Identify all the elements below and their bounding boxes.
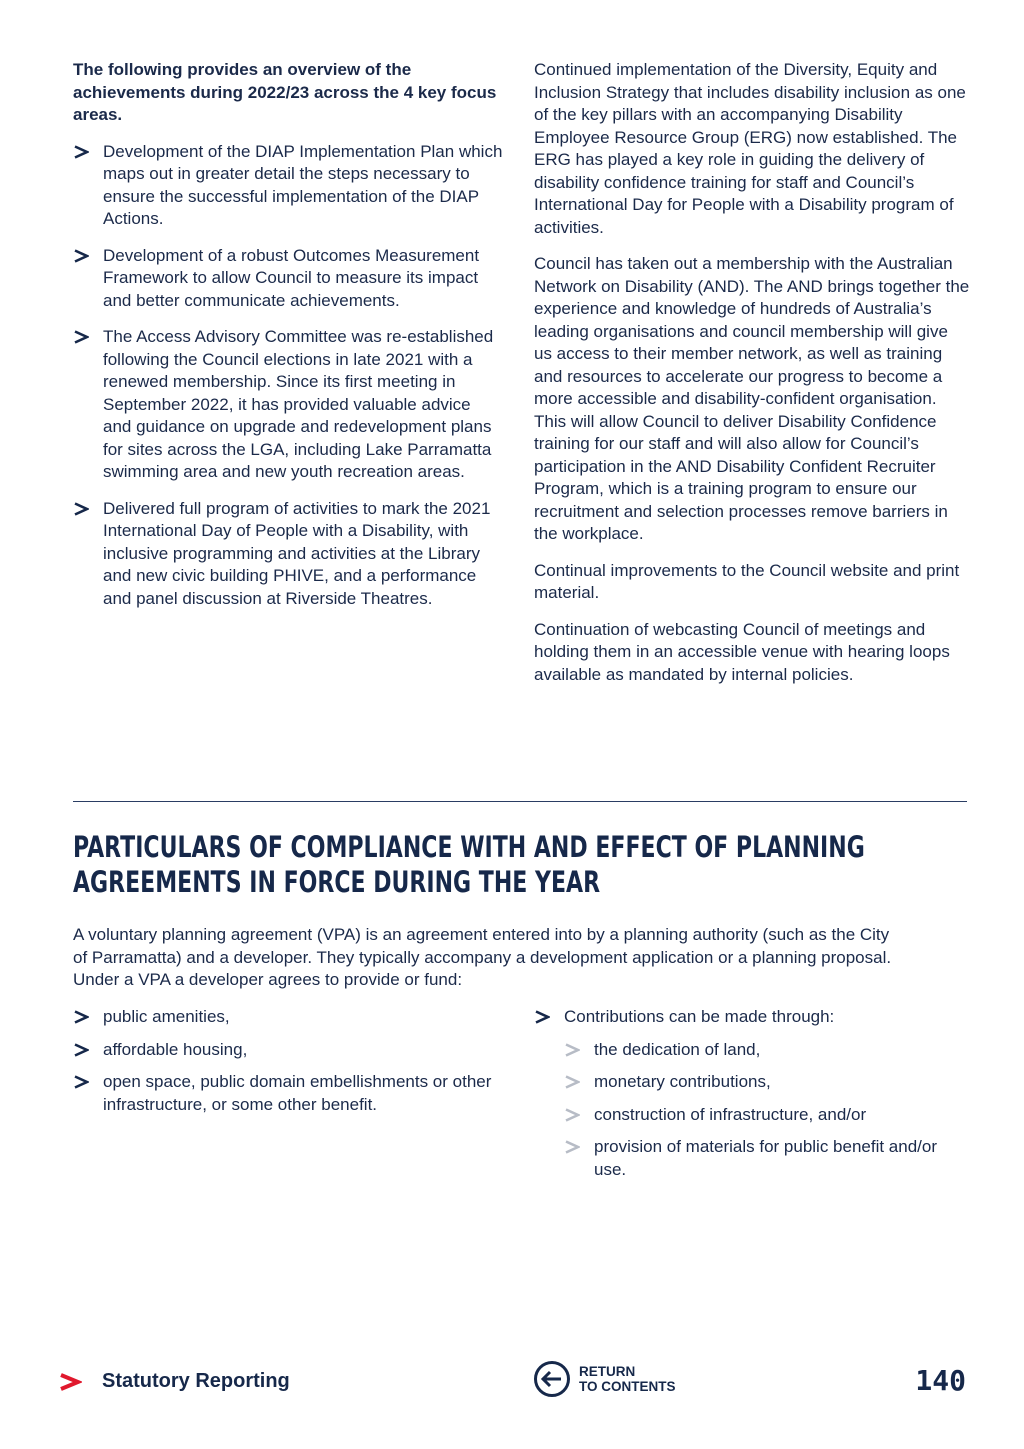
vpa-intro: A voluntary planning agreement (VPA) is an agreement entered into by a planning authority (such as the City of Parramatta) and a developer. They typically accompany a development application or a planning proposal. Under a VPA a developer agrees to provide or fund: xyxy=(73,925,892,989)
list-item-text: the dedication of land, xyxy=(594,1039,761,1059)
chevron-right-icon xyxy=(564,1108,580,1122)
return-label-line: RETURN xyxy=(579,1364,636,1379)
chevron-right-icon xyxy=(58,1373,82,1391)
chevron-right-icon xyxy=(73,502,89,516)
list-item-text: Development of a robust Outcomes Measurement Framework to allow Council to measure its impact and better communicate achievements. xyxy=(103,245,480,310)
chevron-right-icon xyxy=(564,1140,580,1154)
list-item-text: affordable housing, xyxy=(103,1039,248,1059)
chevron-right-icon xyxy=(73,1075,89,1089)
list-item xyxy=(73,1071,493,1116)
list-item-text: open space, public domain embellishments or other infrastructure, or some other benefit. xyxy=(103,1072,492,1114)
footer-section-label: Statutory Reporting xyxy=(102,1370,290,1392)
paragraph: Continued implementation of the Diversity, Equity and Inclusion Strategy that includes disability inclusion as one of the key pillars with an accompanying Disability Employee Resource Group (ERG) now established. The ERG has played a key role in guiding the delivery of disability confidence training for staff and Council’s International Day for People with a Disability program of activities. xyxy=(534,60,966,237)
paragraph: Continual improvements to the Council website and print material. xyxy=(534,560,960,602)
chevron-right-icon xyxy=(73,1043,89,1057)
sub-list-item xyxy=(564,1039,970,1062)
section-heading-line: AGREEMENTS IN FORCE DURING THE YEAR xyxy=(73,865,601,899)
chevron-right-icon xyxy=(73,145,89,159)
chevron-right-icon xyxy=(534,1010,550,1024)
return-label-line: TO CONTENTS xyxy=(579,1379,676,1394)
vpa-benefits-list xyxy=(73,1006,493,1126)
initiatives-column xyxy=(534,59,970,700)
list-item-text: Delivered full program of activities to mark the 2021 International Day of People with a Disability, with inclusive programming and activities at the Library and new civic building PHIVE, and a performance and panel discussion at Riverside Theatres. xyxy=(103,498,491,608)
chevron-right-icon xyxy=(73,1010,89,1024)
sub-list-item xyxy=(564,1104,970,1127)
sub-list-item xyxy=(564,1071,970,1094)
sub-list-item xyxy=(564,1136,970,1181)
chevron-right-icon xyxy=(564,1075,580,1089)
section-heading-line: PARTICULARS OF COMPLIANCE WITH AND EFFECT OF PLANNING xyxy=(73,830,865,864)
list-item xyxy=(73,245,503,313)
contributions-list xyxy=(534,1006,970,1191)
footer-section-link[interactable] xyxy=(58,1370,290,1393)
section-divider xyxy=(73,801,967,802)
return-label xyxy=(579,1364,676,1394)
page-number: 140 xyxy=(915,1364,966,1397)
list-item-text: provision of materials for public benefit and/or use. xyxy=(594,1137,938,1179)
list-item-text: public amenities, xyxy=(103,1007,230,1026)
chevron-right-icon xyxy=(73,249,89,263)
arrow-left-circle-icon xyxy=(533,1360,571,1398)
list-item-text: construction of infrastructure, and/or xyxy=(594,1104,867,1124)
achievements-intro: The following provides an overview of the achievements during 2022/23 across the 4 key focus areas. xyxy=(73,60,497,124)
list-item xyxy=(73,1039,493,1062)
section-heading xyxy=(73,830,865,900)
list-item xyxy=(73,498,503,611)
list-item xyxy=(73,1006,493,1029)
list-item-text: Contributions can be made through: xyxy=(564,1007,835,1026)
chevron-right-icon xyxy=(73,330,89,344)
list-item xyxy=(73,326,503,484)
list-item-text: monetary contributions, xyxy=(594,1072,771,1091)
paragraph: Continuation of webcasting Council of meetings and holding them in an accessible venue with hearing loops available as mandated by internal policies. xyxy=(534,619,950,684)
list-item-text: The Access Advisory Committee was re-established following the Council elections in late 2021 with a renewed membership. Since its first meeting in September 2022, it has provided valuable advice and guidance on upgrade and redevelopment plans for sites across the LGA, including Lake Parramatta swimming area and new youth recreation areas. xyxy=(103,327,494,481)
paragraph: Council has taken out a membership with the Australian Network on Disability (AND). The AND brings together the experience and knowledge of hundreds of Australia’s leading organisations and council membership will give us access to their member network, as well as training and resources to accelerate our progress to become a more accessible and disability-confident organisation. This will allow Council to deliver Disability Confidence training for our staff and will also allow for Council’s participation in the AND Disability Confident Recruiter Program, which is a training program to ensure our recruitment and selection processes remove barriers in the workplace. xyxy=(534,254,970,543)
list-item-text: Development of the DIAP Implementation Plan which maps out in greater detail the steps necessary to ensure the successful implementation of the DIAP Actions. xyxy=(103,141,503,228)
list-item xyxy=(534,1006,970,1029)
contributions-sub-list xyxy=(534,1039,970,1182)
chevron-right-icon xyxy=(564,1043,580,1057)
return-to-contents-link[interactable] xyxy=(533,1360,676,1398)
achievements-column xyxy=(73,59,503,624)
list-item xyxy=(73,141,503,231)
